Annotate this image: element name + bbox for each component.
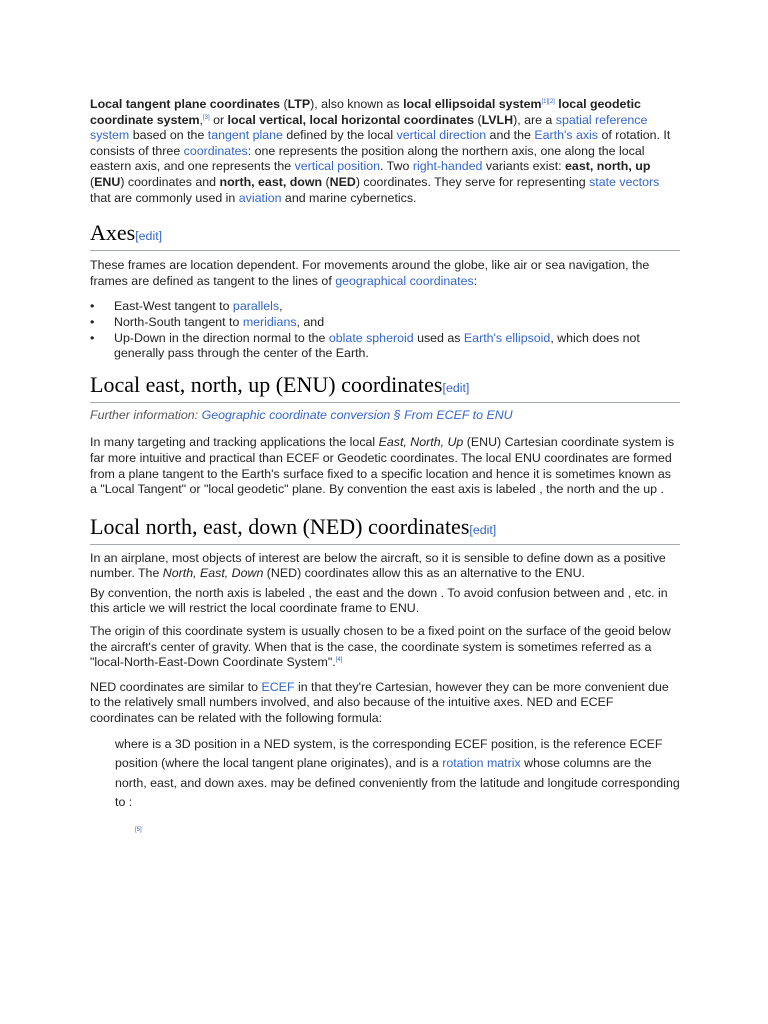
link-right-handed[interactable]: right-handed [412, 159, 483, 174]
link-geographical-coordinates[interactable]: geographical coordinates [335, 273, 474, 288]
link-aviation[interactable]: aviation [238, 190, 282, 205]
list-item: • East-West tangent to parallels, [90, 299, 283, 314]
link-earths-ellipsoid[interactable]: Earth's ellipsoid [463, 330, 551, 345]
abbr-ltp: LTP [287, 97, 311, 111]
heading-ned-text: Local north, east, down (NED) coordinates [90, 513, 470, 539]
intro-paragraph: Local tangent plane coordinates (LTP), also known as local ellipsoidal system[1][2] local geodetic coordinate system,[3] or local vertical, local horizontal coordinates (LVLH), are a spatial reference system based on the tangent plane defined by the local vertical direction and the Earth's axis of rotation. It consists of three coordinates: one represents the position along the northern axis, one along the local eastern axis, and one represents the vertical position. Two right-handed variants exist: east, north, up (ENU) coordinates and north, east, down (NED) coordinates. They serve for representing state vectors that are commonly used in aviation and marine cybernetics. [90, 97, 671, 205]
link-oblate-spheroid[interactable]: oblate spheroid [328, 330, 414, 345]
formula-placeholder [135, 825, 680, 841]
citation-3[interactable]: [3] [202, 114, 210, 121]
edit-link-ned[interactable]: [edit] [469, 522, 497, 537]
link-ecef[interactable]: ECEF [261, 679, 295, 694]
term-east-north-up: east, north, up [565, 159, 651, 174]
bullet-icon: • [90, 314, 95, 329]
bullet-icon: • [90, 299, 95, 314]
link-vertical-position[interactable]: vertical position [294, 159, 380, 174]
enu-paragraph: In many targeting and tracking applications the local East, North, Up (ENU) Cartesian coordinate system is far more intuitive and practical than ECEF or Geodetic coordinates. The local ENU coordinates are formed from a plane tangent to the Earth's surface fixed to a specific location and hence it is sometimes known as a "Local Tangent" or "local geodetic" plane. By convention the east axis is labeled , the north and the up . [90, 435, 675, 497]
further-information: Further information: Geographic coordinate conversion § From ECEF to ENU [90, 407, 513, 422]
link-vertical-direction[interactable]: vertical direction [396, 128, 487, 143]
link-geographic-coordinate-conversion[interactable]: Geographic coordinate conversion § From ECEF to ENU [201, 407, 513, 422]
link-earths-axis[interactable]: Earth's axis [534, 128, 598, 143]
heading-axes [90, 220, 680, 251]
ned-where-paragraph: where is a 3D position in a NED system, is the corresponding ECEF position, is the reference ECEF position (where the local tangent plane originates), and is a rotation matrix whose columns are the north, east, and down axes. may be defined conveniently from the latitude and longitude corresponding to : [115, 736, 680, 810]
term-north-east-down: north, east, down [219, 174, 323, 189]
ned-paragraph-4: NED coordinates are similar to ECEF in that they're Cartesian, however they can be more convenient due to the relatively small numbers involved, and also because of the intuitive axes. NED and ECEF coordinates can be related with the following formula: [90, 679, 669, 726]
term-ltp: Local tangent plane coordinates [90, 97, 281, 111]
link-spatial-reference-system[interactable]: spatial reference system [90, 112, 648, 143]
term-lvlh: local vertical, local horizontal coordinates [227, 112, 475, 127]
list-item: • Up-Down in the direction normal to the oblate spheroid used as Earth's ellipsoid, which does not generally pass through the center of the Earth. [90, 330, 640, 361]
heading-axes-text: Axes [90, 220, 136, 246]
ned-paragraph-1: In an airplane, most objects of interest are below the aircraft, so it is sensible to define down as a positive number. The North, East, Down (NED) coordinates allow this as an alternative to the ENU. [90, 550, 666, 581]
heading-enu-text: Local east, north, up (ENU) coordinates [90, 371, 443, 397]
citation-4[interactable]: [4] [335, 657, 343, 664]
link-tangent-plane[interactable]: tangent plane [207, 128, 283, 143]
link-coordinates[interactable]: coordinates [183, 143, 248, 158]
edit-link-axes[interactable]: [edit] [135, 229, 163, 244]
bullet-icon: • [90, 330, 95, 345]
term-local-ellipsoidal-system: local ellipsoidal system [403, 97, 542, 111]
link-parallels[interactable]: parallels [232, 299, 280, 314]
term-local-geodetic: local geodetic coordinate system [90, 97, 641, 127]
link-state-vectors[interactable]: state vectors [589, 174, 660, 189]
heading-ned [90, 514, 680, 545]
axes-paragraph: These frames are location dependent. For movements around the globe, like air or sea navigation, the frames are defined as tangent to the lines of geographical coordinates: [90, 258, 650, 288]
ned-paragraph-2: By convention, the north axis is labeled , the east and the down . To avoid confusion between and , etc. in this article we will restrict the local coordinate frame to ENU. [90, 585, 668, 616]
axes-list [90, 299, 680, 361]
article-body [90, 97, 680, 841]
link-meridians[interactable]: meridians [242, 314, 297, 329]
abbr-ned: NED [329, 174, 356, 189]
link-rotation-matrix[interactable]: rotation matrix [442, 756, 521, 771]
ned-paragraph-3: The origin of this coordinate system is usually chosen to be a fixed point on the surface of the geoid below the aircraft's center of gravity. When that is the case, the coordinate system is sometimes referred as a "local-North-East-Down Coordinate System".[4] [90, 624, 671, 670]
list-item: • North-South tangent to meridians, and [90, 314, 325, 329]
abbr-enu: ENU [94, 174, 121, 189]
abbr-lvlh: LVLH [481, 112, 514, 127]
edit-link-enu[interactable]: [edit] [442, 380, 470, 395]
citation-1-2[interactable]: [1][2] [541, 99, 555, 105]
citation-5[interactable]: [5] [135, 827, 142, 833]
heading-enu [90, 372, 680, 403]
